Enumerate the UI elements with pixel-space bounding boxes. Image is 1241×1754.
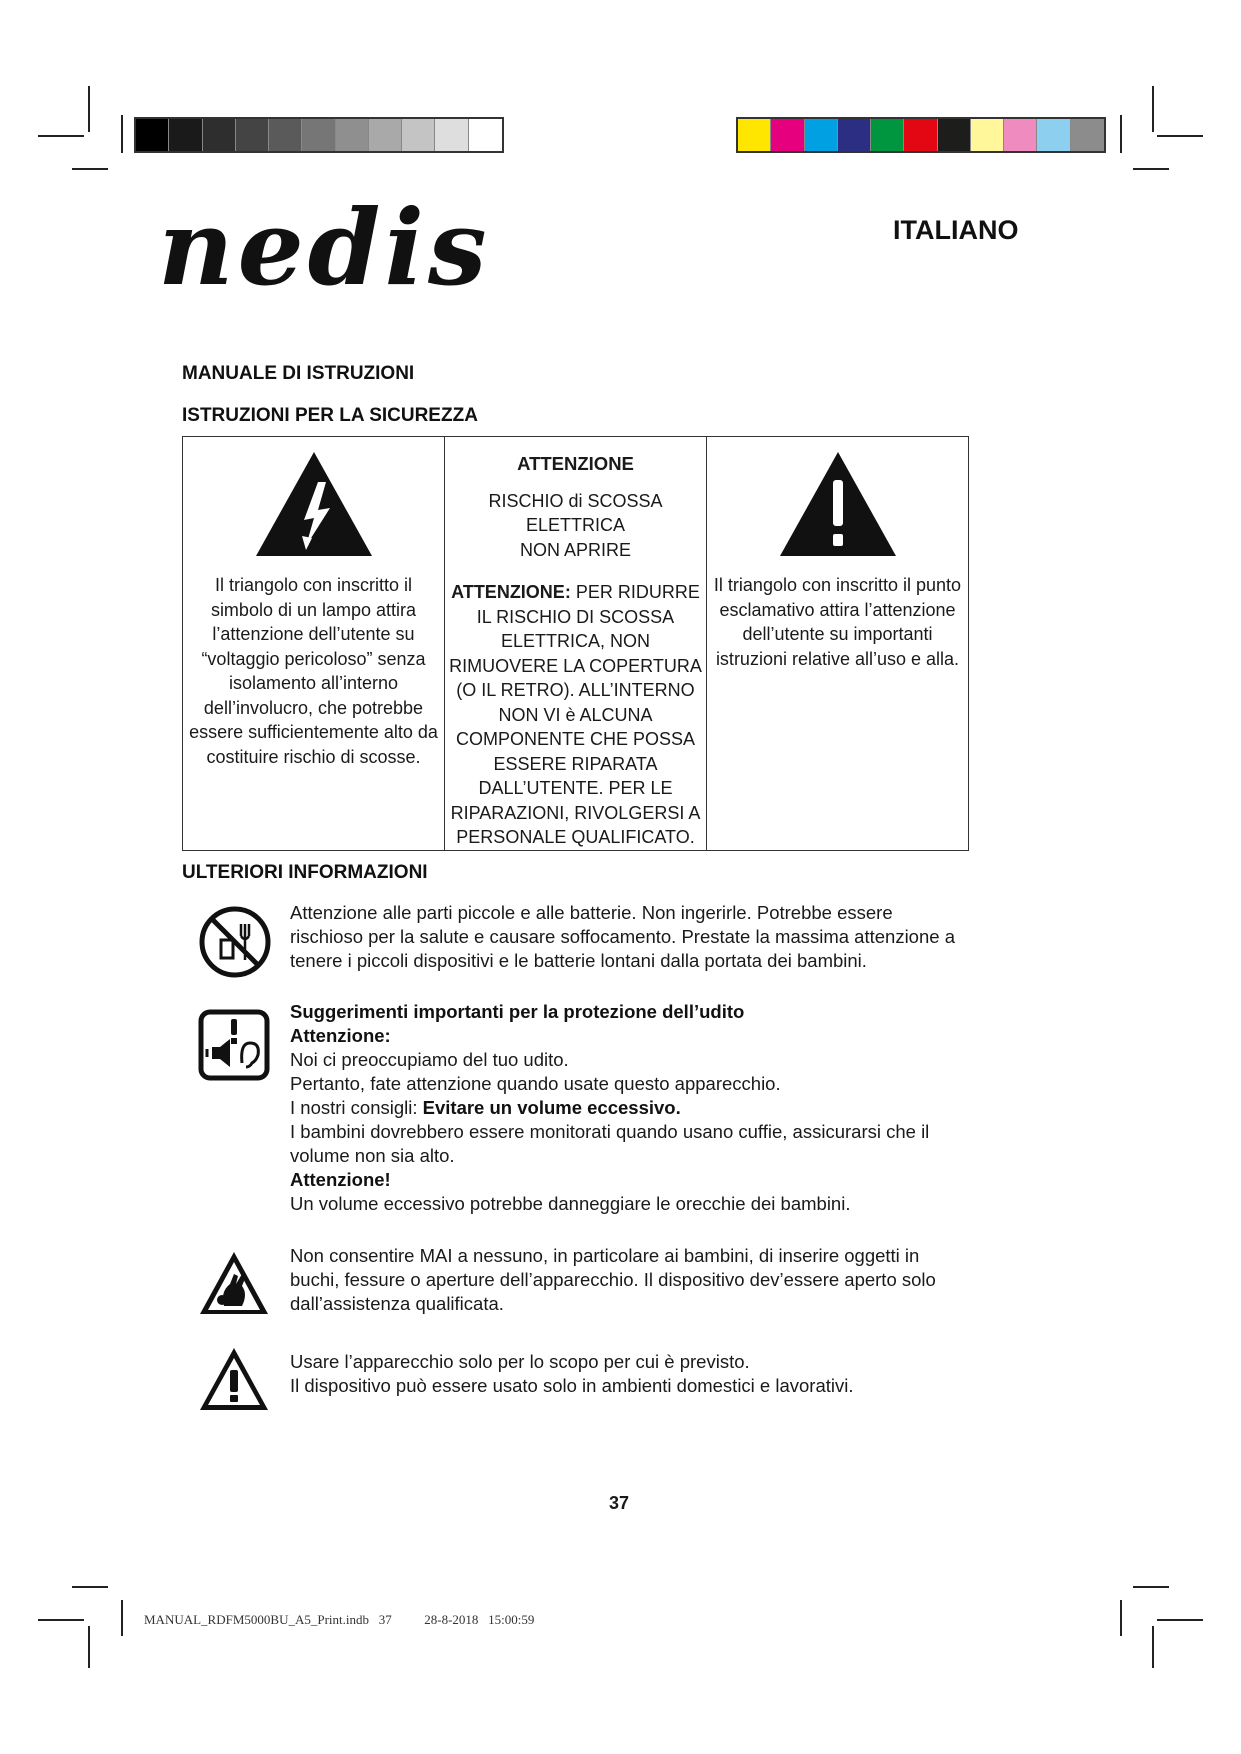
- hearing-line-3: [290, 1096, 970, 1120]
- hearing-line-5: Un volume eccessivo potrebbe danneggiare le orecchie dei bambini.: [290, 1193, 851, 1214]
- crop-mark: [1152, 1626, 1154, 1668]
- hearing-attention-2: [290, 1168, 970, 1192]
- process-color-swatch: [771, 119, 804, 151]
- print-slug: MANUAL_RDFM5000BU_A5_Print.indb 37 28-8-2018 15:00:59: [144, 1612, 535, 1627]
- gray-swatch: [269, 119, 302, 151]
- crop-mark: [1120, 1600, 1122, 1636]
- crop-mark: [1157, 1619, 1203, 1621]
- safety-title: ISTRUZIONI PER LA SICUREZZA: [182, 405, 478, 426]
- hearing-title: [290, 1000, 970, 1024]
- process-color-swatch: [838, 119, 871, 151]
- crop-mark: [72, 168, 108, 170]
- crop-mark: [1157, 135, 1203, 137]
- crop-mark: [72, 1586, 108, 1588]
- center-warning-body: PER RIDURRE IL RISCHIO DI SCOSSA ELETTRICA, NON RIMUOVERE LA COPERTURA (O IL RETRO). ALL’INTERNO NON VI è ALCUNA COMPONENTE CHE POSSA ESSERE RIPARATA DALL’UTENTE. PER LE RIPARAZIONI, RIVOLGERSI A PERSONALE QUALIFICATO.: [449, 582, 702, 847]
- language-title: ITALIANO: [893, 215, 1019, 245]
- usage-line-2: Il dispositivo può essere usato solo in ambienti domestici e lavorativi.: [290, 1375, 854, 1396]
- crop-mark: [38, 1619, 84, 1621]
- hearing-attention-text: Attenzione:: [290, 1025, 391, 1046]
- gray-swatch: [136, 119, 169, 151]
- gray-swatch: [236, 119, 269, 151]
- small-parts-text: Attenzione alle parti piccole e alle batterie. Non ingerirle. Potrebbe essere rischioso per la salute e causare soffocamento. Prestate la massima attenzione a tenere i piccoli dispositivi e le batterie lontani dalla portata dei bambini.: [290, 902, 955, 971]
- crop-mark: [121, 115, 123, 153]
- crop-mark: [1133, 1586, 1169, 1588]
- warning-cell-lightning: [183, 437, 445, 851]
- hearing-advice-prefix: I nostri consigli:: [290, 1097, 423, 1118]
- shock-risk-line-1: RISCHIO di SCOSSA: [488, 490, 663, 511]
- hearing-protection-icon: [198, 1009, 270, 1081]
- hearing-title-text: Suggerimenti importanti per la protezione dell’udito: [290, 1001, 745, 1022]
- gray-swatch: [203, 119, 236, 151]
- process-color-swatch: [1004, 119, 1037, 151]
- shock-risk-line-2: ELETTRICA: [525, 515, 626, 535]
- exclamation-description: Il triangolo con inscritto il punto esclamativo attira l’attenzione dell’utente su importanti istruzioni relative all’uso e alla.: [713, 575, 962, 669]
- attention-heading: ATTENZIONE: [517, 453, 634, 474]
- objects-text: Non consentire MAI a nessuno, in particolare ai bambini, di inserire oggetti in buchi, fessure o aperture dell’apparecchio. Il dispositivo dev’essere aperto solo dall’assistenza qualificata.: [290, 1245, 936, 1314]
- nedis-logo: nedis: [158, 186, 491, 309]
- gray-swatch: [469, 119, 502, 151]
- crop-mark: [88, 1626, 90, 1668]
- crop-mark: [1133, 168, 1169, 170]
- warning-cell-center: [445, 437, 707, 851]
- shock-risk-line-3: NON APRIRE: [519, 539, 632, 560]
- no-swallow-icon: [199, 906, 271, 978]
- hearing-line-4: I bambini dovrebbero essere monitorati quando usano cuffie, assicurarsi che il volume non sia alto.: [290, 1121, 930, 1166]
- process-color-swatch: [871, 119, 904, 151]
- lightning-warning-icon: [254, 450, 374, 558]
- crop-mark: [1120, 115, 1122, 153]
- hearing-line-2: Pertanto, fate attenzione quando usate questo apparecchio.: [290, 1073, 781, 1094]
- process-color-swatch: [938, 119, 971, 151]
- hearing-advice-bold: Evitare un volume eccessivo.: [422, 1097, 681, 1118]
- crop-mark: [88, 86, 90, 132]
- no-objects-warning-icon: [198, 1250, 270, 1316]
- manual-title: MANUALE DI ISTRUZIONI: [182, 363, 415, 384]
- warning-cell-exclamation: [707, 437, 969, 851]
- exclamation-warning-icon: [778, 450, 898, 558]
- gray-swatch: [435, 119, 468, 151]
- gray-swatch: [369, 119, 402, 151]
- center-warning-label: ATTENZIONE:: [451, 582, 571, 602]
- general-warning-icon: [198, 1346, 270, 1412]
- process-color-swatch: [1037, 119, 1070, 151]
- process-color-bar: [736, 117, 1106, 153]
- process-color-swatch: [1071, 119, 1104, 151]
- hearing-block: [290, 1000, 970, 1216]
- process-color-swatch: [738, 119, 771, 151]
- more-info-title: ULTERIORI INFORMAZIONI: [182, 862, 428, 883]
- page-number: 37: [609, 1493, 630, 1513]
- grayscale-color-bar: [134, 117, 504, 153]
- gray-swatch: [169, 119, 202, 151]
- usage-line-1: Usare l’apparecchio solo per lo scopo per cui è previsto.: [290, 1351, 750, 1372]
- hearing-attention-2-text: Attenzione!: [290, 1169, 391, 1190]
- crop-mark: [121, 1600, 123, 1636]
- usage-block: [290, 1350, 970, 1398]
- process-color-swatch: [971, 119, 1004, 151]
- warning-table: [182, 436, 969, 851]
- hearing-line-1: Noi ci preoccupiamo del tuo udito.: [290, 1049, 569, 1070]
- process-color-swatch: [904, 119, 937, 151]
- lightning-description: Il triangolo con inscritto il simbolo di un lampo attira l’attenzione dell’utente su “voltaggio pericoloso” senza isolamento all’interno dell’involucro, che potrebbe essere sufficientemente alto da costituire rischio di scosse.: [189, 575, 438, 767]
- crop-mark: [1152, 86, 1154, 132]
- gray-swatch: [302, 119, 335, 151]
- crop-mark: [38, 135, 84, 137]
- process-color-swatch: [805, 119, 838, 151]
- gray-swatch: [336, 119, 369, 151]
- center-warning-text: [449, 580, 702, 850]
- gray-swatch: [402, 119, 435, 151]
- hearing-attention: [290, 1024, 970, 1048]
